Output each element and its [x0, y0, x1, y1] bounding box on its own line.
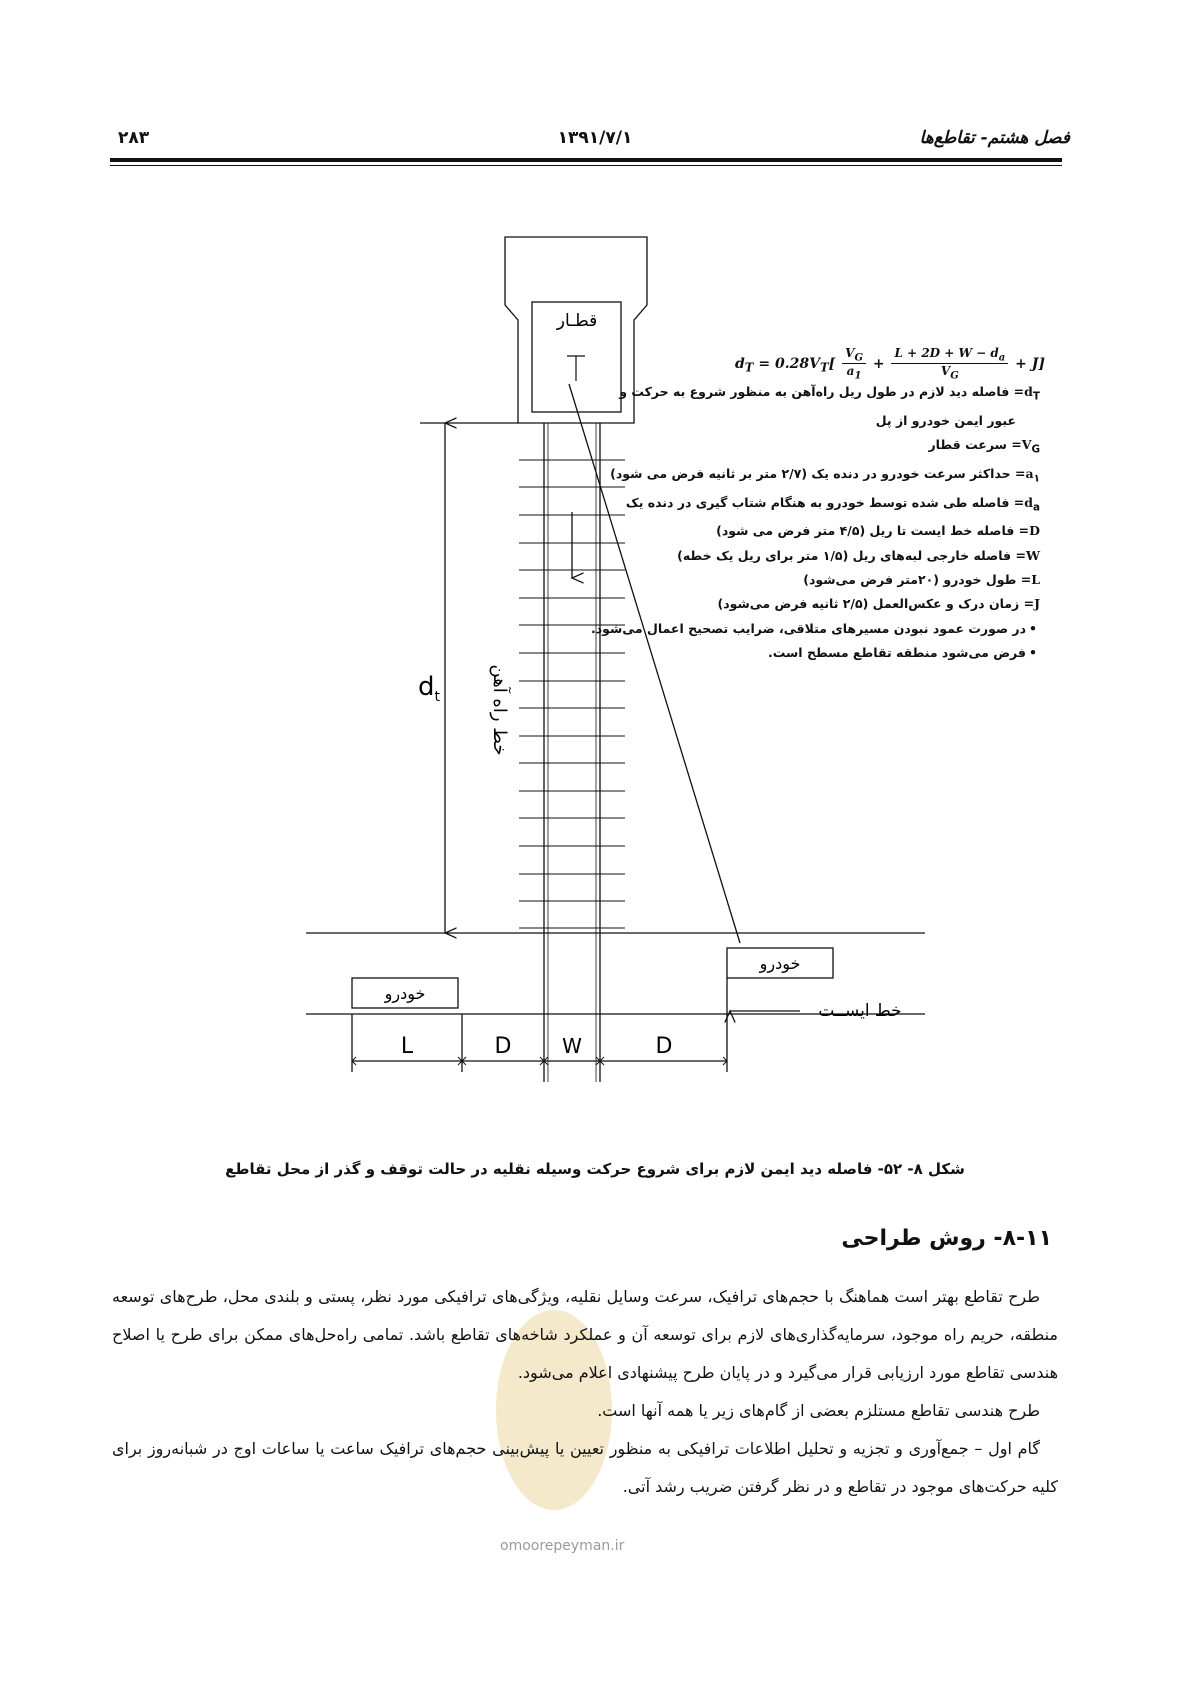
- dim-label-D-left: D: [494, 1034, 512, 1059]
- dt-label: $d_t$: [418, 672, 441, 705]
- dim-label-W: W: [562, 1034, 582, 1058]
- legend-bullet-1: •در صورت عمود نبودن مسیرهای متلاقی، ضرایب تصحیح اعمال می‌شود.: [600, 617, 1040, 641]
- formula-fraction-2: $\frac{L + 2D + W - d_a}{V_G}$: [891, 346, 1008, 382]
- body-text: [112, 1278, 1058, 1506]
- bullet-icon: •: [1029, 644, 1037, 660]
- watermark-url: omoorepeyman.ir: [500, 1538, 625, 1554]
- legend-item-W: W= فاصله خارجی لبه‌های ریل (۱/۵ متر برای ریل یک خطه): [677, 547, 1040, 563]
- rail-line-label: خط راه آهن: [489, 664, 510, 756]
- vehicle-left-label: خودرو: [384, 984, 426, 1003]
- legend-item-da: $d_a=$ فاصله طی شده توسط خودرو به هنگام شتاب گیری در دنده یک: [625, 494, 1040, 514]
- chapter-title: فصل هشتم- تقاطع‌ها: [919, 128, 1070, 148]
- vehicle-right-label: خودرو: [759, 954, 801, 973]
- legend-item-L: L= طول خودرو (۲۰متر فرض می‌شود): [803, 572, 1040, 588]
- legend-item-a1: $a_۱=$ حداکثر سرعت خودرو در دنده یک (۲/۷ متر بر ثانیه فرض می شود): [610, 465, 1040, 485]
- page-number: ۲۸۳: [118, 128, 150, 148]
- train-label: قطـار: [556, 311, 598, 331]
- legend-item-J: J= زمان درک و عکس‌العمل (۲/۵ ثانیه فرض می‌شود): [717, 596, 1040, 612]
- formula-legend: [590, 380, 1040, 665]
- stop-line-label: خط ایســت: [818, 1001, 902, 1021]
- legend-item-D: D= فاصله خط ایست تا ریل (۴/۵ متر فرض می شود): [716, 523, 1040, 539]
- bullet-icon: •: [1029, 620, 1037, 636]
- legend-item-dt-continued: عبور ایمن خودرو از پل: [875, 412, 1016, 428]
- paragraph: طرح تقاطع بهتر است هماهنگ با حجم‌های ترافیک، سرعت وسایل نقلیه، ویژگی‌های ترافیکی مورد نظر، پستی و بلندی محل، طرح‌های توسعه منطقه، حریم راه موجود، سرمایه‌گذاری‌های لازم برای توسعه آن و عملکرد شاخه‌های تقاطع باشد. تمامی راه‌حل‌های ممکن برای طرح یا اصلاح هندسی تقاطع مورد ارزیابی قرار می‌گیرد و در پایان طرح پیشنهادی اعلام می‌شود.: [112, 1287, 1058, 1382]
- sight-distance-formula: $d_T = 0.28V_T$[ $\frac{V_G}{a_1}$ + $\frac{L + 2D + W - d_a}{V_G}$ + J]: [735, 346, 1045, 382]
- paragraph: طرح هندسی تقاطع مستلزم بعضی از گام‌های زیر یا همه آنها است.: [597, 1401, 1040, 1420]
- legend-bullet-2: •فرض می‌شود منطقه تقاطع مسطح است.: [600, 641, 1040, 665]
- formula-fraction-1: $\frac{V_G}{a_1}$: [842, 346, 866, 382]
- dim-label-L: L: [400, 1034, 414, 1059]
- header-date: ۱۳۹۱/۷/۱: [557, 128, 633, 148]
- legend-item-vg: $V_G=$ سرعت قطار: [928, 437, 1040, 456]
- legend-item-dt: $d_T=$ فاصله دید لازم در طول ریل راه‌آهن به منظور شروع به حرکت و: [619, 384, 1040, 403]
- section-title: ۸-۱۱- روش طراحی: [841, 1226, 1052, 1251]
- train-symbol: [567, 356, 585, 381]
- figure-caption: شکل ۸- ۵۲- فاصله دید ایمن لازم برای شروع حرکت وسیله نقلیه در حالت توقف و گذر از محل تقاطع: [225, 1160, 965, 1178]
- paragraph: گام اول – جمع‌آوری و تجزیه و تحلیل اطلاعات ترافیکی به منظور تعیین یا پیش‌بینی حجم‌های ترافیک ساعت یا ساعات اوج در شبانه‌روز برای کلیه حرکت‌های موجود در تقاطع و در نظر گرفتن ضریب رشد آتی.: [112, 1439, 1058, 1496]
- dim-label-D-right: D: [655, 1034, 673, 1059]
